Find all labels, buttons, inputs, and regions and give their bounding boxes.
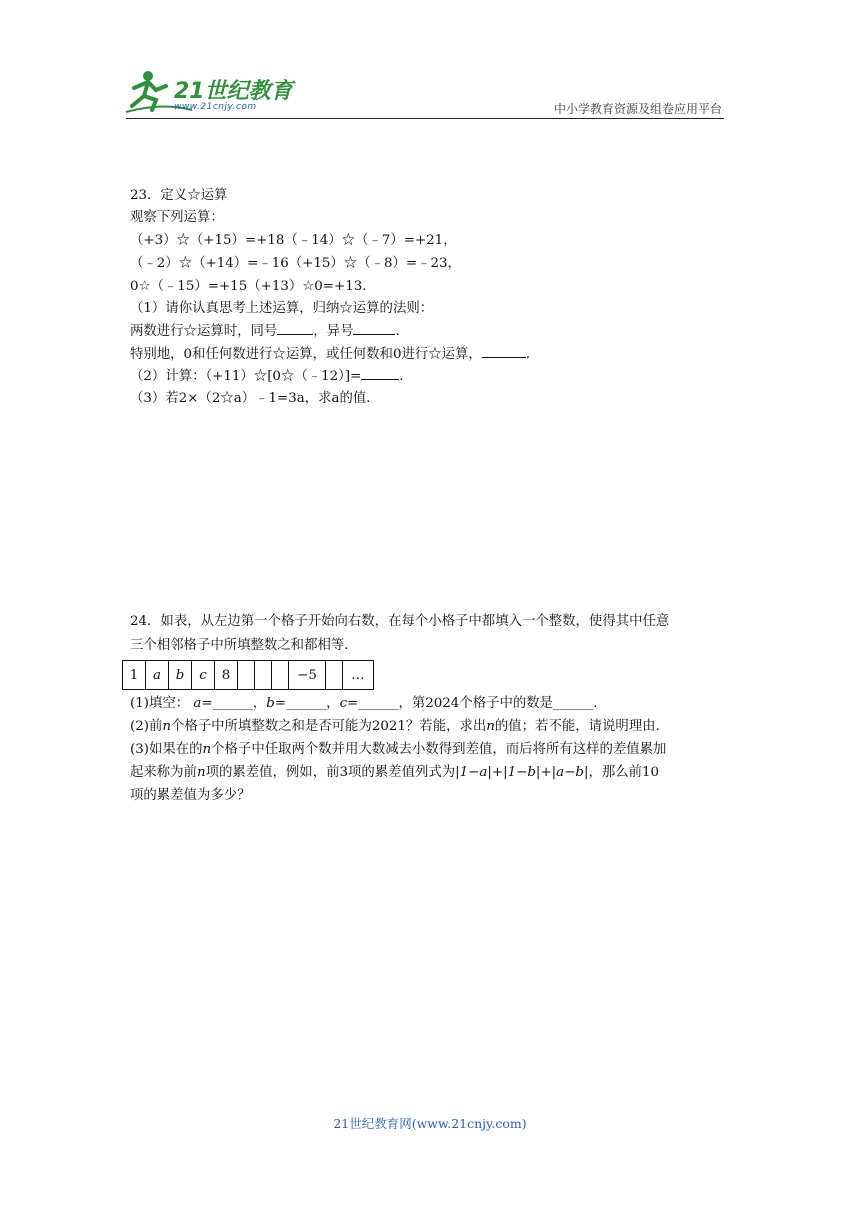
grid-cell: b <box>169 661 192 690</box>
q23-part3: （3）若2×（2☆a）﹣1=3a，求a的值． <box>130 391 380 406</box>
q24-part1-blank-c: =______，第2024个格子中的数是______． <box>347 696 607 711</box>
grid-cell: 8 <box>215 661 238 690</box>
variable-c: c <box>339 696 348 711</box>
q24-part1-blank-b: =______， <box>274 696 340 711</box>
grid-cell: c <box>192 661 215 690</box>
variable-n: n <box>486 719 495 734</box>
q23-part1-rule <box>130 321 409 342</box>
q23-part2-label: （2）计算：（+11）☆[0☆（﹣12）]= <box>130 369 362 384</box>
q24-part3-line2 <box>130 763 659 783</box>
variable-a: a <box>193 696 202 711</box>
q23-part2 <box>130 366 413 387</box>
variable-n: n <box>202 742 212 757</box>
q23-line3: 0☆（﹣15）=+15（+13）☆0=+13． <box>130 279 376 294</box>
q24-part2-label: (2)前 <box>130 719 163 734</box>
q24-part3-label: (3)如果在的 <box>130 742 203 757</box>
grid-cell <box>238 661 255 690</box>
q23-line1: （+3）☆（+15）=+18（﹣14）☆（﹣7）=+21， <box>130 233 457 248</box>
grid-cell <box>255 661 272 690</box>
q24-part2 <box>130 717 669 737</box>
header-tagline: 中小学教育资源及组卷应用平台 <box>553 102 722 116</box>
variable-n: n <box>162 719 171 734</box>
q24-part3-line3: 项的累差值为多少？ <box>130 788 251 803</box>
answer-blank[interactable] <box>482 344 526 358</box>
grid-cell: −5 <box>289 661 326 690</box>
q24-part1-label: (1)填空： <box>130 696 190 711</box>
logo-url: www.21cnjy.com <box>174 102 257 112</box>
q23-part1-zero-rule <box>130 344 539 365</box>
q23-part1-intro: （1）请你认真思考上述运算，归纳☆运算的法则： <box>130 301 434 316</box>
grid-row <box>123 661 374 690</box>
answer-blank[interactable] <box>353 321 395 335</box>
answer-blank[interactable] <box>277 321 313 335</box>
q23-part1-diff-sign-label: ，异号 <box>313 324 354 339</box>
punctuation: ． <box>399 369 413 384</box>
logo-text: 21世纪教育 <box>174 79 293 104</box>
punctuation: ． <box>525 347 540 362</box>
variable-n: n <box>196 765 206 780</box>
q24-intro-line2: 三个相邻格子中所填整数之和都相等． <box>130 638 358 653</box>
grid-cell <box>272 661 289 690</box>
q24-part3-text: ，那么前10 <box>588 765 660 780</box>
formula: |1−a|+|1−b|+|a−b| <box>455 765 589 780</box>
q24-part3-line1 <box>130 740 666 760</box>
q24-part1 <box>130 694 607 714</box>
answer-blank[interactable] <box>361 366 399 380</box>
q24-part2-text: 个格子中所填整数之和是否可能为2021？若能，求出 <box>170 719 487 734</box>
q24-part1-blank-a: =______， <box>201 696 267 711</box>
variable-b: b <box>266 696 275 711</box>
q24-part2-text-end: 的值；若不能，请说明理由． <box>494 719 669 734</box>
grid-cell: a <box>146 661 169 690</box>
punctuation: ． <box>395 324 409 339</box>
header-divider <box>126 118 724 119</box>
logo <box>122 66 294 118</box>
q24-part3-text: 个格子中任取两个数并用大数减去小数得到差值，而后将所有这样的差值累加 <box>211 742 667 757</box>
grid-cell <box>326 661 343 690</box>
number-grid-table <box>122 660 374 690</box>
grid-cell: 1 <box>123 661 146 690</box>
q23-observe: 观察下列运算： <box>130 210 224 225</box>
q23-title: 23．定义☆运算 <box>130 188 228 203</box>
q23-part1-zero-label: 特别地，0和任何数进行☆运算，或任何数和0进行☆运算， <box>130 347 482 362</box>
footer-link[interactable]: 21世纪教育网(www.21cnjy.com) <box>333 1116 527 1131</box>
q24-part3-text: 项的累差值，例如，前3项的累差值列式为 <box>205 765 456 780</box>
q23-part1-same-sign-label: 两数进行☆运算时，同号 <box>130 324 278 339</box>
grid-cell: … <box>343 661 374 690</box>
q23-line2: （﹣2）☆（+14）=﹣16（+15）☆（﹣8）=﹣23， <box>130 256 461 271</box>
q24-part3-text: 起来称为前 <box>130 765 197 780</box>
q24-intro-line1: 24．如表，从左边第一个格子开始向右数，在每个小格子中都填入一个整数，使得其中任意 <box>130 614 670 629</box>
